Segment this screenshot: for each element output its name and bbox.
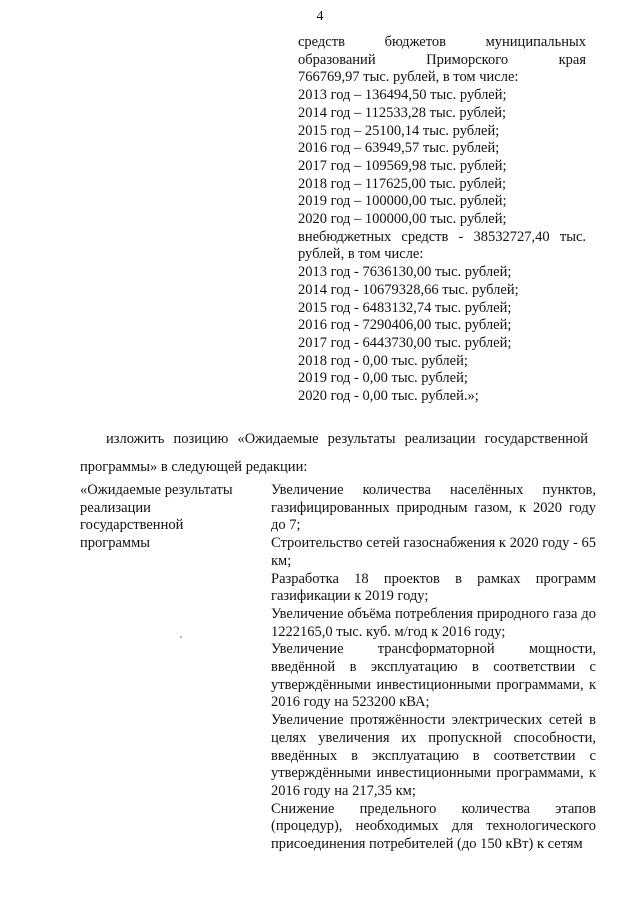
funding-line: 2018 год – 117625,00 тыс. рублей; xyxy=(298,175,506,192)
funding-line: 2014 год - 10679328,66 тыс. рублей; xyxy=(298,281,519,298)
scan-speck xyxy=(180,636,182,638)
result-item: Разработка 18 проектов в рамках программ газификации к 2019 году; xyxy=(271,570,596,605)
funding-line: 2014 год – 112533,28 тыс. рублей; xyxy=(298,104,506,121)
table-label-line: государственной xyxy=(80,517,184,534)
result-item: Увеличение трансформаторной мощности, введённой в эксплуатацию в соответствии с утверждёнными инвестиционными программами, к 2016 году на 523200 кВА; xyxy=(271,641,596,711)
funding-block xyxy=(298,34,586,406)
funding-line: рублей, в том числе: xyxy=(298,246,424,263)
funding-line: 2013 год - 7636130,00 тыс. рублей; xyxy=(298,264,512,281)
instruction-line: программы» в следующей редакции: xyxy=(80,459,308,475)
table-label-line: программы xyxy=(80,535,150,552)
page-number: 4 xyxy=(316,9,324,24)
table-label-line: «Ожидаемые результаты xyxy=(80,482,233,498)
funding-line: 2020 год - 0,00 тыс. рублей.»; xyxy=(298,388,479,405)
funding-line: 2020 год – 100000,00 тыс. рублей; xyxy=(298,211,507,228)
funding-line: 2018 год - 0,00 тыс. рублей; xyxy=(298,352,468,369)
table-label-cell xyxy=(80,482,255,553)
result-item: Увеличение количества населённых пунктов, газифицированных природным газом, к 2020 году до 7; xyxy=(271,482,596,534)
funding-line: 2019 год - 0,00 тыс. рублей; xyxy=(298,370,468,387)
table-label-line: реализации xyxy=(80,499,151,516)
funding-line: 2017 год - 6443730,00 тыс. рублей; xyxy=(298,334,512,351)
funding-line: 2015 год - 6483132,74 тыс. рублей; xyxy=(298,299,512,316)
result-item: Строительство сетей газоснабжения к 2020 году - 65 км; xyxy=(271,535,596,569)
instruction-line: изложить позицию «Ожидаемые результаты реализации государственной xyxy=(106,431,588,447)
result-item: Увеличение объёма потребления природного газа до 1222165,0 тыс. куб. м/год к 2016 году; xyxy=(271,605,596,640)
funding-line: образований Приморского края xyxy=(298,51,586,68)
funding-line: 2013 год – 136494,50 тыс. рублей; xyxy=(298,87,507,104)
result-item: Снижение предельного количества этапов (процедур), необходимых для технологического присоединения потребителей (до 150 кВт) к сетям xyxy=(271,800,596,853)
funding-line: 2016 год – 63949,57 тыс. рублей; xyxy=(298,140,500,157)
funding-line: 2016 год - 7290406,00 тыс. рублей; xyxy=(298,317,512,334)
funding-line: 766769,97 тыс. рублей, в том числе: xyxy=(298,69,519,86)
funding-line: внебюджетных средств - 38532727,40 тыс. xyxy=(298,228,586,245)
funding-line: 2017 год – 109569,98 тыс. рублей; xyxy=(298,157,507,174)
result-item: Увеличение протяжённости электрических сетей в целях увеличения их пропускной способности, введённых в эксплуатацию в соответствии с утверждёнными инвестиционными программами, к 2016 году на 217,35 км; xyxy=(271,712,596,799)
funding-line: 2019 год – 100000,00 тыс. рублей; xyxy=(298,193,507,210)
funding-line: средств бюджетов муниципальных xyxy=(298,34,586,50)
expected-results-cell xyxy=(271,482,596,854)
funding-line: 2015 год – 25100,14 тыс. рублей; xyxy=(298,122,500,139)
